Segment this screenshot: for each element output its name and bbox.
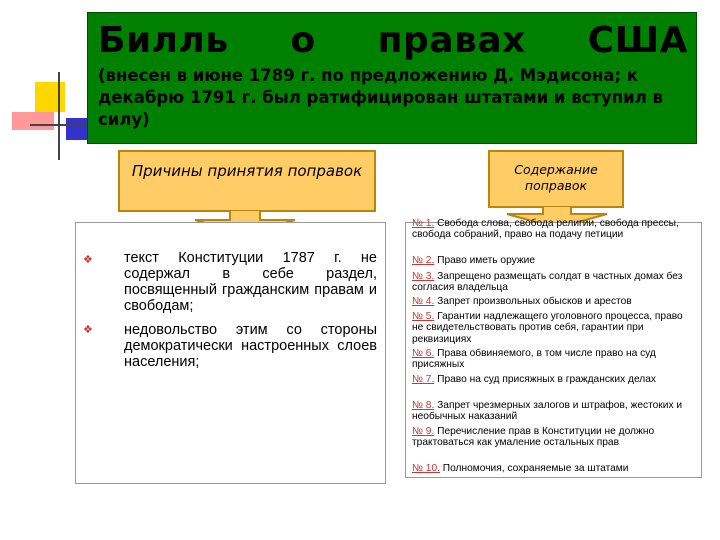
amendment-number: № 10. [412,463,440,474]
reasons-panel [75,222,386,484]
amendment-number: № 3. [412,271,435,282]
amendment-item [412,218,696,241]
amendment-number: № 2. [412,255,435,266]
title-word: правах [377,19,526,61]
contents-header: Содержание поправок [488,150,624,208]
amendment-text: Свобода слова, свобода религии, свобода прессы, свобода собраний, право на подачу петиции [412,218,679,241]
decor-yellow-square [35,82,65,112]
amendment-number: № 8. [412,400,435,411]
title-word: Билль [98,19,229,61]
amendment-text: Запрет произвольных обысков и арестов [437,296,632,307]
amendment-text: Полномочия, сохраняемые за штатами [442,463,629,474]
amendment-item [412,400,696,423]
amendment-number: № 6. [412,348,435,359]
amendment-number: № 7. [412,374,435,385]
reason-item: текст Конституции 1787 г. не содержал в себе раздел, посвященный гражданским правам и свободам; [124,250,377,314]
amendment-item [412,463,696,474]
reason-item: недовольство этим со стороны демократически настроенных слоев населения; [124,322,377,370]
amendment-number: № 1. [412,218,435,229]
amendment-text: Право иметь оружие [437,255,535,266]
amendment-number: № 9. [412,426,435,437]
title-word: о [290,19,316,61]
decor-vertical-line [58,72,60,160]
amendment-item [412,374,696,385]
amendment-item [412,271,696,294]
reasons-header: Причины принятия поправок [118,150,376,212]
diamond-bullet-icon: ❖ [83,254,93,266]
amendment-text: Запрет чрезмерных залогов и штрафов, жестоких и необычных наказаний [412,400,683,423]
amendments-panel [405,218,702,478]
amendment-text: Права обвиняемого, в том числе право на суд присяжных [412,348,656,371]
amendment-item [412,426,696,449]
amendment-number: № 5. [412,311,435,322]
amendment-item [412,255,696,266]
amendment-text: Гарантии надлежащего уголовного процесса, право не свидетельствовать против себя, гарантии при реквизициях [412,311,683,345]
decor-blue-square [66,118,88,140]
amendment-item [412,348,696,371]
decor-pink-rect [12,112,54,130]
title-word: США [587,19,688,61]
page-title [98,17,688,63]
amendment-text: Перечисление прав в Конституции не должно трактоваться как умаление остальных прав [412,426,655,449]
amendment-item [412,311,696,345]
page-subtitle: (внесен в июне 1789 г. по предложению Д. Мэдисона; к декабрю 1791 г. был ратифицирован штатами и вступил в силу) [98,66,663,129]
amendment-number: № 4. [412,296,435,307]
title-banner [87,12,697,144]
amendment-text: Право на суд присяжных в гражданских делах [437,374,656,385]
amendment-item [412,296,696,307]
amendment-text: Запрещено размещать солдат в частных домах без согласия владельца [412,271,683,294]
diamond-bullet-icon: ❖ [83,324,93,336]
